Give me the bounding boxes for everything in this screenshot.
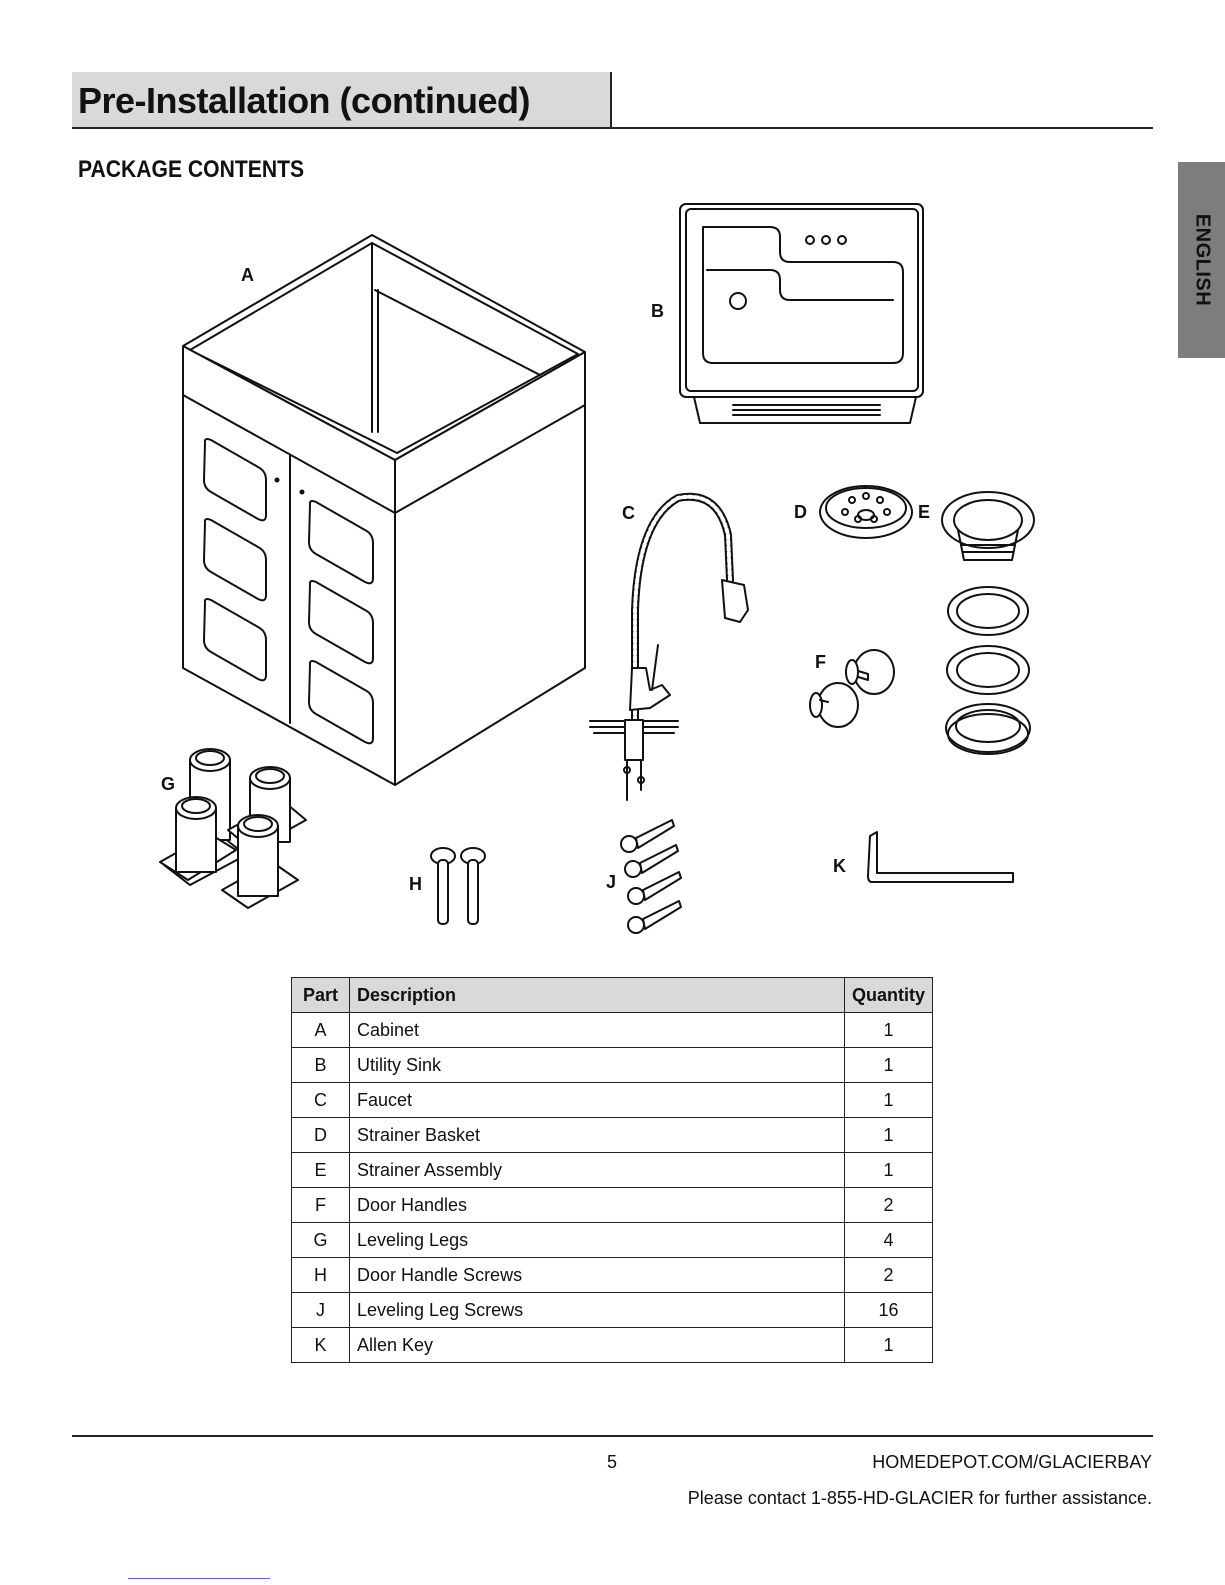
part-label-e: E	[918, 502, 931, 522]
table-row	[292, 1188, 933, 1223]
quantity-cell: 2	[844, 1188, 932, 1223]
cabinet-illustration	[183, 235, 585, 785]
description-cell: Strainer Assembly	[350, 1153, 845, 1188]
table-row	[292, 1083, 933, 1118]
column-header-quantity: Quantity	[844, 978, 932, 1013]
leveling-leg-screws-illustration	[621, 820, 681, 933]
part-label-d: D	[794, 502, 807, 522]
section-title: PACKAGE CONTENTS	[78, 156, 305, 183]
description-cell: Door Handles	[350, 1188, 845, 1223]
parts-table	[291, 977, 933, 1363]
part-label-g: G	[161, 774, 176, 794]
footer-contact: Please contact 1-855-HD-GLACIER for further assistance.	[687, 1488, 1152, 1508]
part-label-f: F	[815, 652, 826, 672]
quantity-cell: 1	[844, 1013, 932, 1048]
quantity-cell: 1	[844, 1153, 932, 1188]
part-cell: A	[292, 1013, 350, 1048]
part-cell: C	[292, 1083, 350, 1118]
door-handle-screws-illustration	[431, 848, 485, 924]
part-label-h: H	[409, 874, 422, 894]
part-label-j: J	[606, 872, 617, 892]
bottom-link-underline	[128, 1578, 270, 1579]
part-cell: B	[292, 1048, 350, 1083]
page-number: 5	[607, 1452, 618, 1472]
table-row	[292, 1153, 933, 1188]
utility-sink-illustration	[680, 204, 923, 423]
quantity-cell: 2	[844, 1258, 932, 1293]
part-label-a: A	[241, 265, 254, 285]
part-cell: H	[292, 1258, 350, 1293]
part-cell: G	[292, 1223, 350, 1258]
part-cell: E	[292, 1153, 350, 1188]
leveling-legs-illustration	[160, 749, 306, 908]
page-title: Pre-Installation (continued)	[78, 80, 531, 121]
faucet-illustration	[590, 497, 748, 800]
quantity-cell: 1	[844, 1083, 932, 1118]
table-row	[292, 1293, 933, 1328]
part-label-c: C	[622, 503, 635, 523]
table-row	[292, 1048, 933, 1083]
column-header-part: Part	[292, 978, 350, 1013]
quantity-cell: 16	[844, 1293, 932, 1328]
description-cell: Leveling Leg Screws	[350, 1293, 845, 1328]
strainer-basket-illustration	[820, 486, 912, 538]
quantity-cell: 1	[844, 1048, 932, 1083]
table-row	[292, 1013, 933, 1048]
quantity-cell: 1	[844, 1328, 932, 1363]
table-row	[292, 1118, 933, 1153]
quantity-cell: 1	[844, 1118, 932, 1153]
part-cell: F	[292, 1188, 350, 1223]
part-cell: K	[292, 1328, 350, 1363]
allen-key-illustration	[868, 832, 1013, 882]
description-cell: Faucet	[350, 1083, 845, 1118]
quantity-cell: 4	[844, 1223, 932, 1258]
part-label-b: B	[651, 301, 664, 321]
part-label-k: K	[833, 856, 846, 876]
description-cell: Strainer Basket	[350, 1118, 845, 1153]
table-header-row	[292, 978, 933, 1013]
language-tab-label: ENGLISH	[1191, 213, 1213, 307]
strainer-assembly-illustration	[942, 492, 1034, 754]
description-cell: Cabinet	[350, 1013, 845, 1048]
table-row	[292, 1328, 933, 1363]
description-cell: Utility Sink	[350, 1048, 845, 1083]
part-cell: D	[292, 1118, 350, 1153]
description-cell: Allen Key	[350, 1328, 845, 1363]
footer-rule	[72, 1435, 1153, 1437]
description-cell: Door Handle Screws	[350, 1258, 845, 1293]
column-header-description: Description	[350, 978, 845, 1013]
table-row	[292, 1258, 933, 1293]
description-cell: Leveling Legs	[350, 1223, 845, 1258]
table-row	[292, 1223, 933, 1258]
footer-url: HOMEDEPOT.COM/GLACIERBAY	[872, 1452, 1152, 1472]
part-cell: J	[292, 1293, 350, 1328]
